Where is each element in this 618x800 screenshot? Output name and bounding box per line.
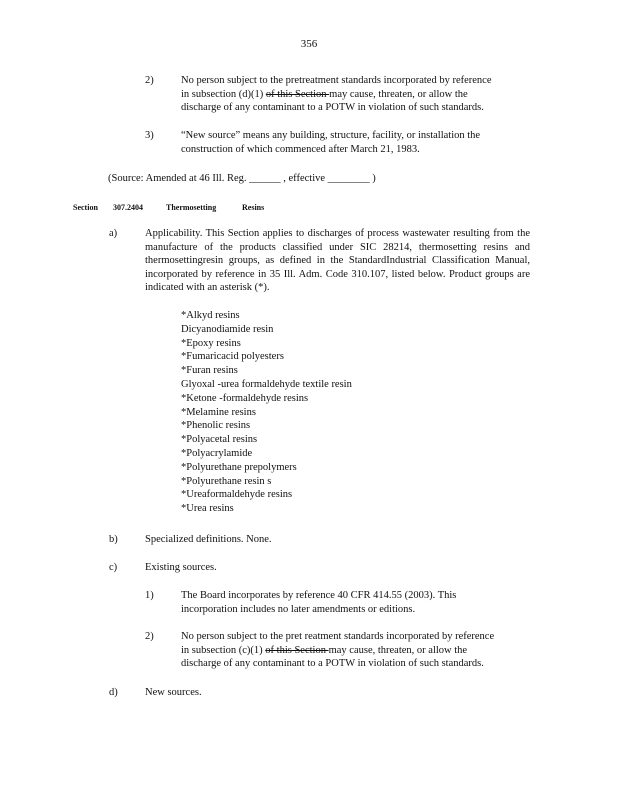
item-c2-number: 2) — [145, 631, 154, 642]
item-c2-line-2 — [181, 644, 494, 658]
section-title-2: Resins — [242, 203, 265, 212]
list-item: *Polyurethane resin s — [181, 475, 272, 487]
subsection-a-label: a) — [109, 228, 118, 239]
section-number: 307.2404 — [113, 203, 143, 212]
subsection-b-text: Specialized definitions. None. — [145, 534, 272, 545]
item-2-number: 2) — [145, 75, 154, 86]
section-label: Section — [73, 203, 98, 212]
section-title-1: Thermosetting — [166, 203, 217, 212]
list-item: *Melamine resins — [181, 406, 256, 418]
source-note: (Source: Amended at 46 Ill. Reg. ______ , effective ________ ) — [108, 173, 376, 184]
subsection-c-text: Existing sources. — [145, 562, 217, 573]
struck-text: of this Section — [265, 644, 329, 656]
list-item: *Polyurethane prepolymers — [181, 461, 297, 473]
item-2-line-1: No person subject to the pretreatment standards incorporated by reference — [181, 75, 492, 86]
list-item: *Epoxy resins — [181, 337, 241, 349]
struck-text: of this Section — [265, 88, 330, 100]
item-3-line-2: construction of which commenced after March 21, 1983. — [181, 143, 420, 155]
subsection-d-label: d) — [109, 687, 118, 698]
item-2-line-3: discharge of any contaminant to a POTW in violation of such standards. — [181, 102, 484, 113]
list-item: Dicyanodiamide resin — [181, 323, 274, 335]
item-c2-line-2b: may cause, threaten, or allow the — [328, 644, 468, 656]
item-c1-number: 1) — [145, 590, 154, 601]
list-item: *Urea resins — [181, 503, 234, 515]
list-item: *Ureaformaldehyde resins — [181, 489, 293, 501]
list-item: *Polyacetal resins — [181, 434, 258, 446]
item-3-line-1: “New source” means any building, structure, facility, or installation the — [181, 130, 481, 141]
list-item: *Fumaricacid polyesters — [181, 351, 284, 363]
item-c1-line-2: incorporation includes no later amendments or editions. — [181, 603, 416, 615]
item-2-line-2b: may cause, threaten, or allow the — [329, 88, 468, 100]
item-2-text — [181, 74, 528, 115]
list-item: *Phenolic resins — [181, 420, 251, 432]
list-item: *Ketone -formaldehyde resins — [181, 392, 309, 404]
item-2-line-2 — [181, 88, 528, 102]
subsection-d-text: New sources. — [145, 687, 202, 698]
item-3-number: 3) — [145, 130, 154, 141]
list-item: *Polyacrylamide — [181, 447, 253, 459]
item-c1-text — [181, 589, 456, 616]
item-c2-line-1: No person subject to the pret reatment standards incorporated by reference — [181, 631, 495, 642]
list-item: *Alkyd resins — [181, 310, 240, 321]
item-c2-line-3: discharge of any contaminant to a POTW in violation of such standards. — [181, 658, 484, 669]
item-c2-text — [181, 630, 494, 671]
item-2-line-2a: in subsection (d)(1) — [181, 88, 266, 100]
item-c2-line-2a: in subsection (c)(1) — [181, 644, 266, 656]
list-item: *Furan resins — [181, 365, 238, 377]
subsection-c-label: c) — [109, 562, 118, 573]
item-3-text — [181, 129, 480, 156]
subsection-b-label: b) — [109, 534, 118, 545]
list-item: Glyoxal -urea formaldehyde textile resin — [181, 378, 352, 390]
resin-list — [181, 309, 352, 516]
item-c1-line-1: The Board incorporates by reference 40 CFR 414.55 (2003). This — [181, 590, 457, 601]
page-number: 356 — [300, 38, 318, 50]
subsection-a-text: Applicability. This Section applies to discharges of process wastewater resulting from the manufacture of the products classified under SIC 28214, thermosetting resins and thermosettingresin groups, as defined in the StandardIndustrial Classification Manual, incorporated by reference in 35 Ill. Adm. Code 310.107, listed below. Product groups are indicated with an asterisk (*). — [145, 228, 530, 293]
